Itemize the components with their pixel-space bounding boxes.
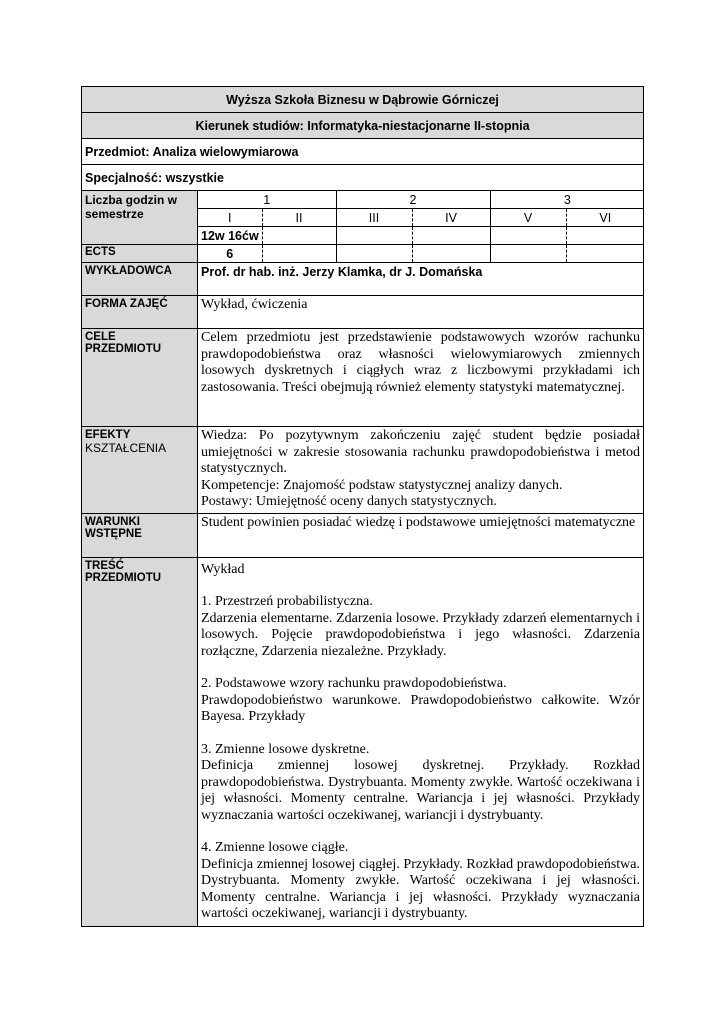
- school-name: Wyższa Szkoła Biznesu w Dąbrowie Górniczej: [82, 87, 644, 113]
- effects-attitudes: Postawy: Umiejętność oceny danych statystycznych.: [201, 494, 497, 509]
- section-4-text: Definicja zmiennej losowej ciągłej. Przykłady. Rozkład prawdopodobieństwa. Dystrybuanta. Momenty zwykłe. Wartość oczekiwana i jej własności. Momenty centralne. Wariancja i jej własności. Przykłady wyznaczania wartości oczekiwanej, wariancji i dystrybuanty.: [201, 856, 641, 921]
- goals-label: CELE PRZEDMIOTU: [82, 329, 198, 427]
- semester-6: VI: [566, 209, 644, 227]
- prereq-value: Student powinien posiadać wiedzę i podstawowe umiejętności matematyczne: [198, 513, 644, 557]
- section-4-title: 4. Zmienne losowe ciągłe.: [201, 840, 349, 855]
- semester-2: II: [262, 209, 336, 227]
- hours-label: Liczba godzin w semestrze: [82, 191, 198, 245]
- effects-label-line1: EFEKTY: [85, 429, 131, 441]
- prereq-label: WARUNKI WSTĘPNE: [82, 513, 198, 557]
- syllabus-page: [81, 86, 643, 927]
- semester-4: IV: [412, 209, 490, 227]
- lecturer-value: Prof. dr hab. inż. Jerzy Klamka, dr J. Domańska: [198, 263, 644, 296]
- effects-label: [82, 427, 198, 514]
- form-label: FORMA ZAJĘĆ: [82, 296, 198, 329]
- semester-1: I: [198, 209, 262, 227]
- section-2-title: 2. Podstawowe wzory rachunku prawdopodobieństwa.: [201, 676, 507, 691]
- semester-3: III: [336, 209, 412, 227]
- hours-value: 12w 16ćw: [198, 227, 262, 245]
- section-3-text: Definicja zmiennej losowej dyskretnej. Przykłady. Rozkład prawdopodobieństwa. Dystrybuanta. Momenty zwykłe. Wartość oczekiwana i jej własności. Momenty centralne. Wariancja i jej własności. Przykłady wyznaczania wartości oczekiwanej, wariancji i dystrybuanty.: [201, 758, 641, 823]
- year-2: 2: [336, 191, 490, 209]
- section-1-title: 1. Przestrzeń probabilistyczna.: [201, 594, 373, 609]
- subject-name: Przedmiot: Analiza wielowymiarowa: [82, 139, 644, 165]
- ects-label: ECTS: [82, 245, 198, 263]
- goals-value: Celem przedmiotu jest przedstawienie podstawowych wzorów rachunku prawdopodobieństwa oraz własności wielowymiarowych zmiennych losowych dyskretnych i ciągłych wraz z liczbowymi przykładami ich zastosowania. Treści obejmują również elementy statystyki matematycznej.: [198, 329, 644, 427]
- effects-competences: Kompetencje: Znajomość podstaw statystycznej analizy danych.: [201, 477, 563, 493]
- ects-value: 6: [198, 245, 262, 262]
- effects-label-line2: KSZTAŁCENIA: [85, 441, 167, 455]
- content-intro: Wykład: [201, 561, 245, 577]
- section-2-text: Prawdopodobieństwo warunkowe. Prawdopodobieństwo całkowite. Wzór Bayesa. Przykłady: [201, 692, 641, 724]
- ects-row: [198, 245, 644, 263]
- field-of-study: Kierunek studiów: Informatyka-niestacjonarne II-stopnia: [82, 113, 644, 139]
- section-3-title: 3. Zmienne losowe dyskretne.: [201, 741, 370, 757]
- lecturer-label: WYKŁADOWCA: [82, 263, 198, 296]
- specialty: Specjalność: wszystkie: [82, 165, 644, 191]
- section-1-text: Zdarzenia elementarne. Zdarzenia losowe. Przykłady zdarzeń elementarnych i losowych. Pojęcie prawdopodobieństwa i jego własności. Zdarzenia rozłączne, Zdarzenia niezależne. Przykłady.: [201, 610, 641, 659]
- effects-knowledge: Wiedza: Po pozytywnym zakończeniu zajęć student będzie posiadał umiejętności w zakresie stosowania rachunku prawdopodobieństwa i metod statystycznych.: [201, 428, 641, 476]
- year-3: 3: [563, 192, 571, 207]
- year-1: 1: [198, 191, 336, 209]
- form-value: Wykład, ćwiczenia: [198, 296, 644, 329]
- semester-5: V: [490, 209, 566, 227]
- syllabus-table: [81, 86, 644, 927]
- hours-grid: [198, 191, 644, 245]
- content-label: TREŚĆ PRZEDMIOTU: [82, 557, 198, 926]
- effects-value: [198, 427, 644, 514]
- content-value: [198, 557, 644, 926]
